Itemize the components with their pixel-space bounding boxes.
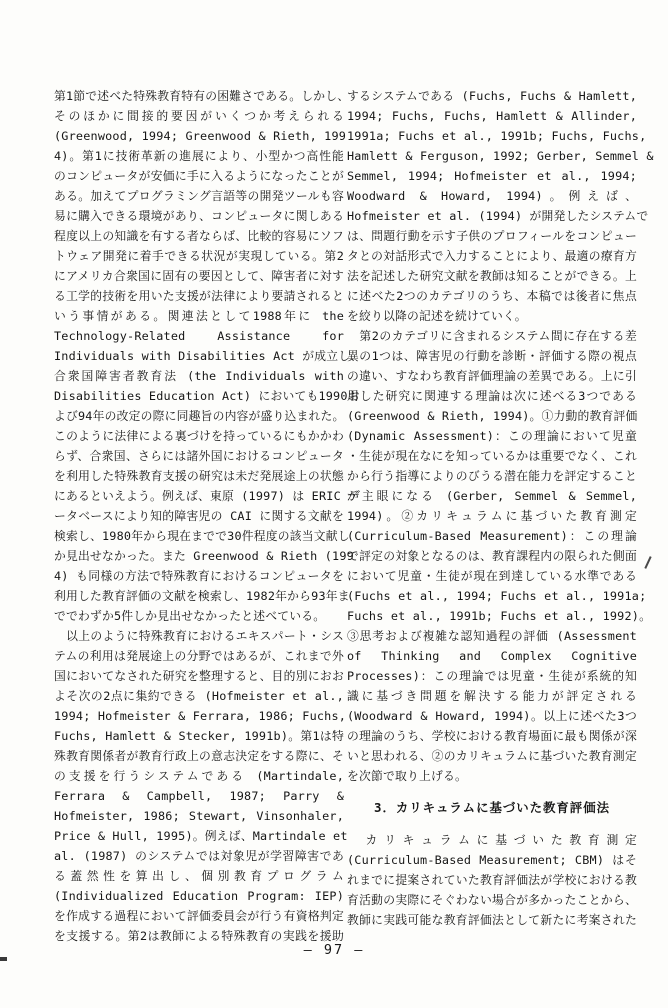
- text-line: を次節で取り上げる。: [347, 769, 467, 783]
- text-line: 以上のように特殊教育におけるエキスパート・シス: [54, 629, 344, 643]
- text-line: 異の1つは、障害児の行動を診断・評価する際の視点: [347, 349, 637, 363]
- page-number: — 97 —: [303, 942, 365, 958]
- text-line: を絞り以降の記述を続けていく。: [347, 309, 527, 323]
- text-line: そのほかに間接的要因がいくつか考えられる: [54, 109, 344, 123]
- text-line: る工学的技術を用いた支援が法律により要請されると: [54, 289, 344, 303]
- text-line: 育活動の実際にそぐわない場合が多かったことから、: [347, 893, 637, 907]
- text-line: 第1節で述べた特殊教育特有の困難さである。しかし、: [54, 89, 350, 103]
- right-column-paragraphs-2: [347, 830, 637, 930]
- text-line: が主眼になる (Gerber, Semmel & Semmel,: [347, 489, 637, 503]
- text-line: いう事情がある。関連法として1988年に the: [54, 309, 344, 323]
- text-line: of Thinking and Complex Cognitive: [347, 649, 637, 663]
- text-line: Processes)：この理論では児童・生徒が系統的知: [347, 669, 637, 683]
- text-line: トウェア開発に着手できる状況が実現している。第2: [54, 249, 344, 263]
- text-line: するシステムである (Fuchs, Fuchs & Hamlett,: [347, 89, 637, 103]
- text-line: Price & Hull, 1995)。例えば、Martindale et: [54, 829, 348, 843]
- text-line: Technology-Related Assistance for: [54, 329, 344, 343]
- text-line: いと思われる、②のカリキュラムに基づいた教育測定: [347, 749, 637, 763]
- text-line: 用した研究に関連する理論は次に述べる3つである: [347, 389, 637, 403]
- text-line: (Woodward & Howard, 1994)。以上に述べた3つ: [347, 709, 637, 723]
- text-line: Hofmeister, 1986; Stewart, Vinsonhaler,: [54, 809, 344, 823]
- text-line: (Curriculum-Based Measurement)：この理論: [347, 529, 637, 543]
- text-line: 殊教育関係者が教育行政上の意志決定をする際に、そ: [54, 749, 344, 763]
- text-line: の理論のうち、学校における教育場面に最も関係が深: [347, 729, 637, 743]
- text-line: 1991a; Fuchs et al., 1991b; Fuchs, Fuchs,: [347, 129, 647, 143]
- text-line: このように法律による裏づけを持っているにもかかわ: [54, 429, 344, 443]
- text-line: 4)。第1に技術革新の進展により、小型かつ高性能: [54, 149, 344, 163]
- text-line: る蓋然性を算出し、個別教育プログラム: [54, 869, 344, 883]
- text-line: にアメリカ合衆国に固有の要因として、障害者に対す: [54, 269, 344, 283]
- text-line: Disabilities Education Act) においても1990お: [54, 389, 360, 403]
- text-line: 4) も同様の方法で特殊教育におけるコンピュータを: [54, 569, 344, 583]
- text-line: (Dynamic Assessment)：この理論において児童: [347, 429, 637, 443]
- text-line: ある。加えてプログラミング言語等の開発ツールも容: [54, 189, 344, 203]
- text-line: タとの対話形式で入力することにより、最適の療育方: [347, 249, 637, 263]
- text-line: テムの利用は発展途上の分野ではあるが、これまで外: [54, 649, 344, 663]
- text-line: に述べた2つのカテゴリのうち、本稿では後者に焦点: [347, 289, 637, 303]
- text-line: al. (1987) のシステムでは対象児が学習障害であ: [54, 849, 344, 863]
- text-line: (Greenwood, 1994; Greenwood & Rieth, 199: [54, 129, 347, 143]
- text-line: Woodward & Howard, 1994)。例えば、: [347, 189, 637, 203]
- text-line: 国においてなされた研究を整理すると、目的別におお: [54, 669, 344, 683]
- text-line: は、問題行動を示す子供のプロフィールをコンピュー: [347, 229, 637, 243]
- right-column: [347, 86, 654, 930]
- text-line: 1994; Fuchs, Fuchs, Hamlett & Allinder,: [347, 109, 637, 123]
- text-line: で評定の対象となるのは、教育課程内の限られた側面: [347, 549, 637, 563]
- text-line: ・生徒が現在なにを知っているかは重要でなく、これ: [347, 449, 637, 463]
- text-line: Fuchs et al., 1991b; Fuchs et al., 1992)。: [347, 609, 652, 623]
- text-line: カリキュラムに基づいた教育測定: [347, 833, 637, 847]
- text-line: よそ次の2点に集約できる (Hofmeister et al.,: [54, 689, 344, 703]
- text-line: 識に基づき問題を解決する能力が評定される: [347, 689, 637, 703]
- text-line: 易に購入できる環境があり、コンピュータに関しある: [54, 209, 344, 223]
- text-line: を利用した特殊教育支援の研究は未だ発展途上の状態: [54, 469, 344, 483]
- text-line: (Fuchs et al., 1994; Fuchs et al., 1991a;: [347, 589, 647, 603]
- text-line: 合衆国障害者教育法 (the Individuals with: [54, 369, 344, 383]
- section-heading: 3．カリキュラムに基づいた教育評価法: [374, 800, 610, 815]
- text-line: Semmel, 1994; Hofmeister et al., 1994;: [347, 169, 637, 183]
- text-line: (Curriculum-Based Measurement; CBM) はそ: [347, 853, 637, 867]
- text-line: Hamlett & Ferguson, 1992; Gerber, Semmel &: [347, 149, 654, 163]
- text-line: ③思考および複雑な認知過程の評価 (Assessment: [347, 629, 637, 643]
- text-line: 第2のカテゴリに含まれるシステム間に存在する差: [347, 329, 637, 343]
- text-line: にあるといえよう。例えば、東原 (1997) は ERIC デ: [54, 489, 361, 503]
- text-line: Fuchs, Hamlett & Stecker, 1991b)。第1は特: [54, 729, 344, 743]
- text-line: か見出せなかった。また Greenwood & Rieth (199: [54, 549, 354, 563]
- text-line: から行う指導によりのびうる潜在能力を評定すること: [347, 469, 637, 483]
- text-line: を支援する。第2は教師による特殊教育の実践を援助: [54, 929, 344, 943]
- text-line: (Individualized Education Program: IEP): [54, 889, 344, 903]
- scan-artifact: [0, 957, 7, 961]
- text-line: 1994; Hofmeister & Ferrara, 1986; Fuchs,: [54, 709, 347, 723]
- text-line: れまでに提案されていた教育評価法が学校における教: [347, 873, 637, 887]
- text-line: のコンピュータが安価に手に入るようになったことが: [54, 169, 344, 183]
- text-line: 程度以上の知識を有する者ならば、比較的容易にソフ: [54, 229, 344, 243]
- text-line: ででわずか5件しか見出せなかったと述べている。: [54, 609, 326, 623]
- left-column: [54, 86, 363, 946]
- text-line: 1994)。②カリキュラムに基づいた教育測定: [347, 509, 637, 523]
- text-line: の支援を行うシステムである (Martindale,: [54, 769, 344, 783]
- text-line: の違い、すなわち教育評価理論の差異である。上に引: [347, 369, 637, 383]
- text-line: Individuals with Disabilities Act が成立し、: [54, 349, 363, 363]
- text-line: ータベースにより知的障害児の CAI に関する文献を: [54, 509, 344, 523]
- text-line: 教師に実践可能な教育評価法として新たに考案された: [347, 913, 637, 927]
- text-line: において児童・生徒が現在到達している水準である: [347, 569, 637, 583]
- text-line: 検索し、1980年から現在までで30件程度の該当文献し: [54, 529, 350, 543]
- text-line: 利用した教育評価の文献を検索し、1982年から93年ま: [54, 589, 350, 603]
- text-line: Ferrara & Campbell, 1987; Parry &: [54, 789, 344, 803]
- right-column-paragraphs-1: [347, 86, 654, 786]
- text-line: らず、合衆国、さらには諸外国におけるコンピュータ: [54, 449, 344, 463]
- scan-artifact: [644, 556, 651, 569]
- text-line: を作成する過程において評価委員会が行う有資格判定: [54, 909, 344, 923]
- text-line: よび94年の改定の際に同趣旨の内容が盛り込まれた。: [54, 409, 345, 423]
- text-line: 法を記述した研究文献を教師は知ることができる。上: [347, 269, 637, 283]
- text-line: (Greenwood & Rieth, 1994)。①力動的教育評価: [347, 409, 638, 423]
- text-line: Hofmeister et al. (1994) が開発したシステムで: [347, 209, 649, 223]
